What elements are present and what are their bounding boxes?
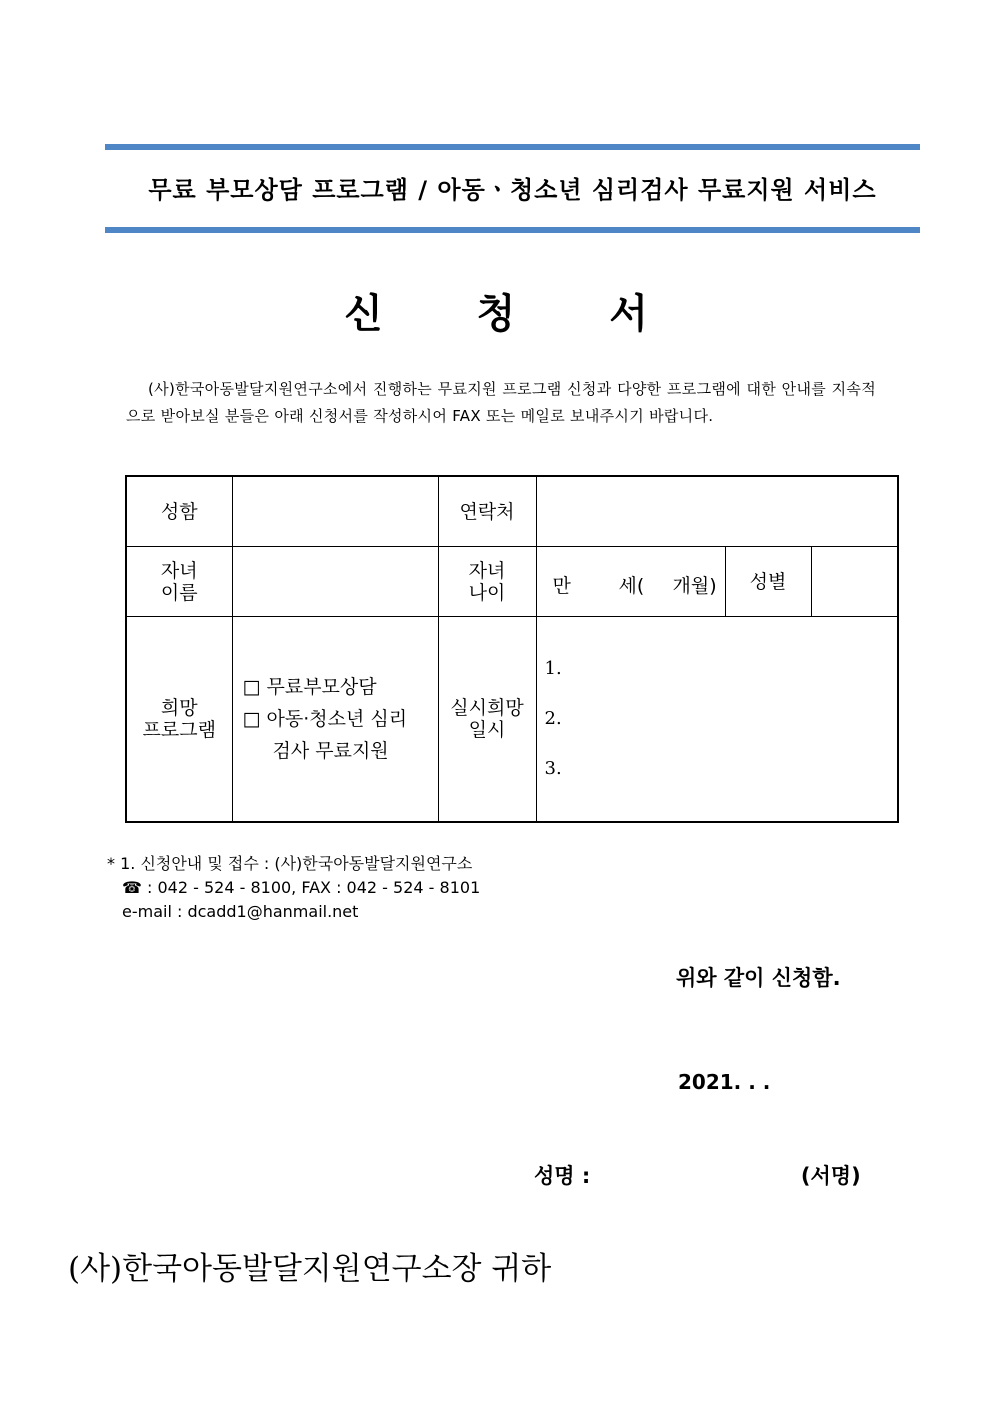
date-line: 2021. . .: [678, 1070, 771, 1094]
child-age-label-line1: 자녀: [468, 559, 506, 582]
signature-label: 성명 :: [534, 1164, 591, 1188]
header-title: 무료 부모상담 프로그램 / 아동ㆍ청소년 심리검사 무료지원 서비스: [148, 176, 877, 204]
name-label: 성함: [126, 476, 232, 547]
header-rule-top: [105, 144, 920, 150]
age-month-text: 개월): [672, 575, 717, 597]
child-name-label: [126, 547, 232, 617]
intro-text: (사)한국아동발달지원연구소에서 진행하는 무료지원 프로그램 신청과 다양한 프로그램에 대한 안내를 지속적으로 받아보실 분들은 아래 신청서를 작성하시어 FAX 또는 메일로 보내주시기 바랍니다.: [126, 380, 876, 425]
program-label-line1: 희망: [160, 697, 198, 719]
program-option-psych-test[interactable]: □ 아동·청소년 심리: [242, 708, 408, 730]
note-line-email: e-mail : dcadd1@hanmail.net: [122, 902, 359, 921]
age-se-text: 세(: [618, 575, 645, 597]
schedule-label-line2: 일시: [468, 719, 506, 741]
program-options: [232, 617, 438, 823]
program-label: [126, 617, 232, 823]
gender-label: 성별: [725, 547, 811, 617]
child-name-label-line1: 자녀: [160, 559, 198, 582]
schedule-field[interactable]: [536, 617, 898, 823]
child-name-label-line2: 이름: [160, 581, 198, 604]
schedule-label-line1: 실시희망: [450, 697, 524, 719]
signature-line: [534, 1160, 861, 1190]
confirm-statement: 위와 같이 신청함.: [676, 966, 841, 990]
child-age-label-line2: 나이: [468, 581, 506, 604]
schedule-item-3: 3.: [544, 758, 562, 779]
name-field[interactable]: [232, 476, 438, 547]
program-option-psych-test-cont: 검사 무료지원: [272, 740, 389, 762]
application-table: [125, 475, 899, 823]
intro-paragraph: [126, 376, 876, 430]
program-option-parent-counseling[interactable]: □ 무료부모상담: [242, 676, 377, 698]
form-title: 신 청 서: [344, 291, 688, 337]
schedule-label: [438, 617, 536, 823]
program-label-line2: 프로그램: [142, 719, 216, 741]
contact-label: 연락처: [438, 476, 536, 547]
contact-field[interactable]: [536, 476, 898, 547]
note-line-phone-fax: ☎ : 042 - 524 - 8100, FAX : 042 - 524 - 8101: [122, 878, 481, 897]
child-age-field[interactable]: [536, 547, 725, 617]
age-man-text: 만: [552, 575, 571, 597]
schedule-item-1: 1.: [544, 658, 562, 679]
child-age-label: [438, 547, 536, 617]
addressee: (사)한국아동발달지원연구소장 귀하: [68, 1251, 552, 1287]
gender-field[interactable]: [811, 547, 898, 617]
header-rule-bottom: [105, 227, 920, 233]
child-name-field[interactable]: [232, 547, 438, 617]
note-line-1: * 1. 신청안내 및 접수 : (사)한국아동발달지원연구소: [107, 854, 473, 873]
signature-suffix: (서명): [800, 1164, 861, 1188]
contact-notes: [107, 852, 480, 924]
schedule-item-2: 2.: [544, 708, 562, 729]
